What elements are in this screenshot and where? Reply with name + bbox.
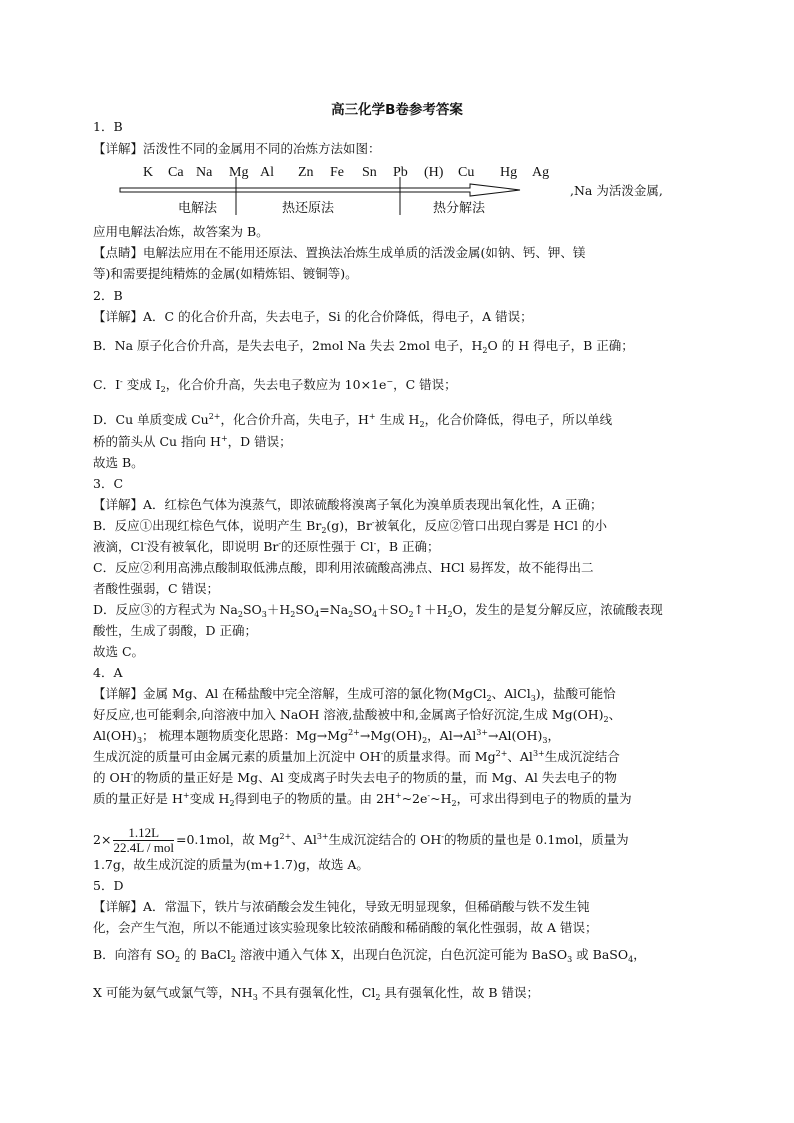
text-segment: ， [633, 947, 646, 962]
text-segment: ＋H [266, 602, 291, 617]
text-line [93, 919, 597, 937]
text-segment: SO [295, 602, 315, 617]
text-segment: - [278, 539, 282, 548]
text-line [93, 685, 616, 703]
text-segment: 生成沉淀结合的 OH [328, 832, 442, 847]
text-segment: 、Al [291, 832, 317, 847]
method-thermal-decomposition: 热分解法 [433, 201, 486, 216]
text-segment: 3．C [93, 476, 124, 491]
text-line [93, 337, 634, 355]
text-segment: 、Al [507, 749, 533, 764]
text-segment: O，发生的是复分解反应，浓硫酸表现 [452, 602, 663, 617]
method-electrolysis: 电解法 [178, 201, 218, 216]
text-line [93, 244, 585, 262]
text-segment: 3 [136, 736, 143, 745]
text-line [93, 287, 123, 305]
text-segment: 【详解】A．C 的化合价升高，失去电子，Si 的化合价降低，得电子，A 错误； [93, 309, 533, 324]
text-segment: 2+ [279, 832, 292, 841]
text-segment: ＋SO [377, 602, 409, 617]
text-segment: 2 [447, 610, 453, 619]
text-segment: 2．B [93, 288, 123, 303]
text-segment: 变成 H [189, 791, 230, 806]
text-segment: ； 梳理本题物质变化思路：Mg→Mg [142, 728, 349, 743]
text-line [93, 826, 629, 855]
text-segment: 2 [422, 736, 428, 745]
fraction [113, 826, 174, 855]
text-segment: + [368, 412, 376, 421]
text-segment: - [144, 539, 147, 548]
fraction-denominator: 22.4L / mol [113, 840, 174, 855]
text-segment: + [394, 791, 402, 800]
text-segment: ，可求出得到电子的物质的量为 [456, 791, 632, 806]
text-segment: 者酸性强弱，C 错误； [93, 581, 220, 596]
text-segment: 2+ [495, 749, 508, 758]
text-segment: 生成 H [375, 412, 420, 427]
text-segment: )，盐酸可能恰 [535, 686, 616, 701]
text-line [93, 475, 123, 493]
text-segment: 生成沉淀结合 [544, 749, 620, 764]
text-segment: 的 BaCl [180, 947, 231, 962]
element-label: Na [196, 165, 213, 180]
text-segment: ，C 错误； [393, 377, 457, 392]
text-segment: + [182, 791, 190, 800]
text-segment: 液滴，Cl [93, 539, 145, 554]
text-segment: 3+ [476, 728, 488, 737]
text-segment: B．Na 原子化合价升高，是失去电子，2mol Na 失去 2mol 电子，H [93, 338, 483, 353]
text-line [93, 118, 123, 136]
text-segment: (g)，Br [326, 518, 372, 533]
text-segment: SO [242, 602, 262, 617]
text-segment: C．I [93, 377, 121, 392]
text-segment: - [130, 770, 134, 779]
text-segment: 没有被氧化，即说明 Br [146, 539, 279, 554]
text-line [93, 856, 369, 874]
text-line [93, 946, 646, 964]
text-segment: - [441, 832, 444, 841]
text-segment: 2 [348, 610, 354, 619]
diagram-note: ,Na 为活泼金属, [570, 183, 663, 198]
element-label: Ag [532, 165, 550, 180]
text-line [93, 727, 560, 745]
text-segment: 或 BaSO [572, 947, 629, 962]
text-segment: 、 [608, 707, 622, 722]
fraction-numerator: 1.12L [113, 826, 174, 841]
element-label: Pb [393, 165, 408, 180]
text-segment: 的物质的量也是 0.1mol，质量为 [443, 832, 629, 847]
text-segment: 2 [482, 346, 488, 355]
metal-smelting-diagram [0, 155, 794, 225]
text-segment: 【详解】金属 Mg、Al 在稀盐酸中完全溶解，生成可溶的氯化物(MgCl [93, 686, 487, 701]
text-segment: - [371, 518, 375, 527]
text-segment: 2 [375, 993, 381, 1002]
text-segment: 2+ [208, 412, 221, 421]
text-segment: X 可能为氨气或氯气等，NH [93, 985, 253, 1000]
element-label: Fe [330, 165, 344, 180]
text-segment: =Na [319, 602, 349, 617]
element-label: Cu [458, 165, 475, 180]
text-line [93, 496, 603, 514]
text-segment: Al(OH) [93, 728, 137, 743]
text-segment: 变成 I [122, 377, 161, 392]
text-line [93, 580, 219, 598]
text-line [93, 140, 381, 158]
text-segment: 2 [408, 610, 414, 619]
text-segment: - [120, 377, 123, 386]
text-segment: 4．A [93, 665, 123, 680]
text-segment: 得到电子的物质的量。由 2H [234, 791, 395, 806]
text-segment: 的 OH [93, 770, 131, 785]
text-segment: 被氧化，反应②管口出现白雾是 HCl 的小 [374, 518, 607, 533]
text-segment: 好反应,也可能剩余,向溶液中加入 NaOH 溶液,盐酸被中和,金属离子恰好沉淀,生成 Mg(OH) [93, 707, 604, 722]
text-line [93, 559, 594, 577]
text-segment: 生成沉淀的质量可由金属元素的质量加上沉淀中 OH [93, 749, 381, 764]
text-segment: B．向溶有 SO [93, 947, 175, 962]
text-segment: - [373, 539, 377, 548]
text-segment: 2 [451, 799, 457, 808]
text-segment: 的物质的量正好是 Mg、Al 变成离子时失去电子的物质的量，而 Mg、Al 失去电子的物 [133, 770, 617, 785]
text-segment: O 的 H 得电子，B 正确； [487, 338, 634, 353]
text-segment: 3 [567, 955, 573, 964]
element-label: Ca [168, 165, 184, 180]
text-segment: 【详解】A．红棕色气体为溴蒸气，即浓硫酸将溴离子氧化为溴单质表现出氧化性，A 正确； [93, 497, 603, 512]
text-segment: 2 [603, 715, 609, 724]
text-segment: ~2e [401, 791, 428, 806]
element-label: Zn [298, 165, 314, 180]
text-line [93, 376, 457, 394]
text-segment: ，化合价降低，得电子，所以单线 [424, 412, 613, 427]
text-segment: D．反应③的方程式为 Na [93, 602, 238, 617]
text-segment: + [220, 434, 228, 443]
text-segment: ↑＋H [413, 602, 448, 617]
text-segment: ，化合价升高，失去电子数应为 10×1e [165, 377, 387, 392]
text-segment: ，化合价升高，失电子，H [220, 412, 369, 427]
element-label: Sn [362, 165, 377, 180]
text-segment: - [427, 791, 431, 800]
text-segment: →Al(OH) [488, 728, 543, 743]
text-segment: 4 [372, 610, 378, 619]
text-segment: 的还原性强于 Cl [281, 539, 374, 554]
text-line [93, 984, 539, 1002]
text-segment: ，Al→Al [427, 728, 477, 743]
text-segment: 【详解】A．常温下，铁片与浓硝酸会发生钝化，导致无明显现象，但稀硝酸与铁不发生钝 [93, 899, 590, 914]
element-label: Al [260, 165, 274, 180]
text-segment: 1．B [93, 119, 123, 134]
text-segment: 3+ [532, 749, 545, 758]
text-line [93, 622, 257, 640]
text-line [93, 517, 607, 535]
text-segment: 3 [261, 610, 267, 619]
text-segment: 2 [160, 385, 166, 394]
text-segment: 2 [321, 526, 327, 535]
text-line [93, 748, 620, 766]
text-segment: 酸性，生成了弱酸，D 正确； [93, 623, 257, 638]
text-segment: 1.7g，故生成沉淀的质量为(m+1.7)g，故选 A。 [93, 857, 369, 872]
text-segment: 化，会产生气泡，所以不能通过该实验现象比较浓硝酸和稀硝酸的氧化性强弱，故 A 错误； [93, 920, 598, 935]
text-segment: 2× [93, 832, 112, 847]
text-line [93, 664, 122, 682]
text-segment: 4 [628, 955, 634, 964]
text-segment: 2 [290, 610, 296, 619]
text-segment: C．反应②利用高沸点酸制取低沸点酸，即利用浓硫酸高沸点、HCl 易挥发，故不能得出二 [93, 560, 594, 575]
text-segment: 2 [237, 610, 243, 619]
text-segment: 2 [174, 955, 181, 964]
text-line [93, 898, 590, 916]
element-label: K [143, 165, 154, 180]
text-line [93, 265, 358, 283]
text-segment: D．Cu 单质变成 Cu [93, 412, 209, 427]
text-line [93, 538, 440, 556]
text-segment: 2+ [348, 728, 360, 737]
text-segment: 故选 B。 [93, 455, 144, 470]
text-segment: 3 [252, 993, 258, 1002]
text-segment: 2 [229, 799, 235, 808]
text-segment: 3 [530, 694, 536, 703]
text-segment: 应用电解法冶炼，故答案为 B。 [93, 224, 269, 239]
text-segment: →Mg(OH) [359, 728, 423, 743]
element-label: Hg [500, 165, 518, 180]
text-line [93, 308, 533, 326]
text-line [93, 454, 144, 472]
text-segment: 【点睛】电解法应用在不能用还原法、置换法冶炼生成单质的活泼金属(如钠、钙、钾、镁 [93, 245, 586, 260]
text-segment: 2 [419, 420, 425, 429]
text-line [93, 706, 621, 724]
text-line [93, 769, 617, 787]
text-segment: =0.1mol，故 Mg [175, 832, 280, 847]
text-line [93, 411, 612, 429]
text-segment: 【详解】活泼性不同的金属用不同的冶炼方法如图： [93, 141, 381, 156]
text-line [93, 643, 144, 661]
text-line [93, 433, 292, 451]
text-segment: 的质量求得。而 Mg [383, 749, 496, 764]
text-segment: 等)和需要提纯精炼的金属(如精炼铝、镀铜等)。 [93, 266, 358, 281]
text-line [93, 223, 269, 241]
text-segment: 4 [314, 610, 320, 619]
text-segment: 3+ [316, 832, 329, 841]
text-segment: ，D 错误； [227, 434, 292, 449]
element-label: (H) [424, 165, 444, 180]
text-segment: 质的量正好是 H [93, 791, 183, 806]
text-segment: 故选 C。 [93, 644, 145, 659]
text-segment: B．反应①出现红棕色气体，说明产生 Br [93, 518, 322, 533]
text-segment: - [380, 749, 384, 758]
text-segment: ， [547, 728, 561, 743]
text-segment: 、AlCl [491, 686, 531, 701]
text-segment: 2 [486, 694, 492, 703]
text-segment: 不具有强氧化性，Cl [257, 985, 376, 1000]
page-title: 高三化学B卷参考答案 [331, 102, 463, 118]
text-segment: 桥的箭头从 Cu 指向 H [93, 434, 221, 449]
text-segment: SO [353, 602, 373, 617]
text-segment: − [386, 377, 394, 386]
text-segment: ，B 正确； [376, 539, 440, 554]
activity-arrow [120, 184, 520, 196]
text-segment: 溶液中通入气体 X，出现白色沉淀，白色沉淀可能为 BaSO [235, 947, 568, 962]
text-segment: ~H [430, 791, 452, 806]
text-line [93, 877, 123, 895]
method-thermal-reduction: 热还原法 [282, 201, 335, 216]
text-segment: 具有强氧化性，故 B 错误； [380, 985, 540, 1000]
text-segment: 3 [542, 736, 548, 745]
text-line [93, 790, 632, 808]
text-segment: 5．D [93, 878, 124, 893]
text-line [93, 601, 663, 619]
text-segment: 2 [230, 955, 236, 964]
element-label: Mg [229, 165, 249, 180]
